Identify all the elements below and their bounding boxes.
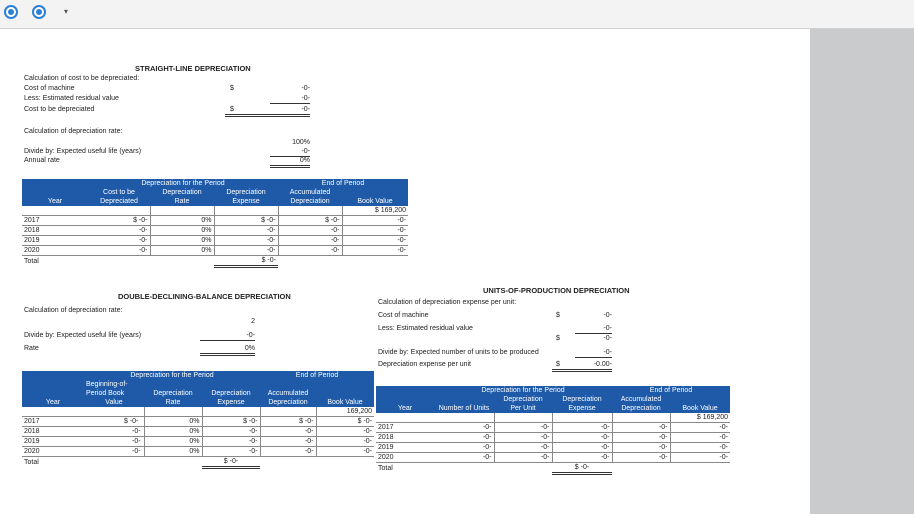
cell[interactable]: -0- <box>494 443 552 453</box>
sl-less-residual-label: Less: Estimated residual value <box>24 95 119 102</box>
radio-circle-icon[interactable] <box>32 5 46 19</box>
ddb-divide-label: Divide by: Expected useful life (years) <box>24 332 142 339</box>
table-row <box>376 433 730 443</box>
ddb-col-exp-2: Expense <box>202 398 260 407</box>
uop-col-per-2: Per Unit <box>494 404 552 413</box>
cell[interactable]: -0- <box>260 437 316 447</box>
sl-cost-machine-label: Cost of machine <box>24 85 75 92</box>
ddb-calc-rate-label: Calculation of depreciation rate: <box>24 307 123 314</box>
row-year: 2017 <box>376 423 434 433</box>
sl-residual-value[interactable]: -0- <box>270 94 310 104</box>
row-year: 2020 <box>22 447 84 457</box>
table-row <box>22 447 374 457</box>
cell[interactable]: -0- <box>278 226 342 236</box>
cell[interactable]: -0- <box>214 246 278 256</box>
ddb-start-book: 169,200 <box>316 407 374 417</box>
cell[interactable]: -0- <box>342 226 408 236</box>
sl-total-label: Total <box>24 257 39 265</box>
table-row <box>376 443 730 453</box>
uop-dollar-2: $ <box>556 335 560 342</box>
cell[interactable]: -0- <box>202 447 260 457</box>
uop-group1: Depreciation for the Period <box>434 386 612 395</box>
cell[interactable]: 0% <box>150 236 214 246</box>
uop-col-book: Book Value <box>670 404 730 413</box>
cell[interactable]: -0- <box>670 453 730 463</box>
cell[interactable]: -0- <box>434 443 494 453</box>
cell[interactable]: -0- <box>552 453 612 463</box>
cell[interactable]: -0- <box>316 447 374 457</box>
cell[interactable]: -0- <box>84 427 144 437</box>
sl-dollar-2: $ <box>230 106 234 113</box>
cell[interactable]: -0- <box>88 226 150 236</box>
table-row <box>22 246 408 256</box>
top-toolbar <box>0 0 914 29</box>
cell[interactable]: -0- <box>342 246 408 256</box>
cell[interactable]: -0- <box>84 447 144 457</box>
ddb-col-rate-2: Rate <box>144 398 202 407</box>
cell[interactable]: -0- <box>316 427 374 437</box>
cell[interactable]: -0- <box>434 453 494 463</box>
cell[interactable]: -0- <box>434 423 494 433</box>
sl-col-rate: Depreciation <box>150 188 214 197</box>
cell[interactable]: -0- <box>84 437 144 447</box>
ddb-total-exp[interactable]: $ -0- <box>202 457 260 468</box>
sl-col-acc-2: Depreciation <box>278 197 342 206</box>
ddb-col-rate: Depreciation <box>144 389 202 398</box>
ddb-col-beg-2: Period Book <box>84 389 144 398</box>
row-year: 2017 <box>22 216 88 226</box>
table-row <box>22 417 374 427</box>
sl-start-book: $ 169,200 <box>342 206 408 216</box>
sl-col-acc: Accumulated <box>278 188 342 197</box>
uop-divide-label: Divide by: Expected number of units to be produced <box>378 349 539 356</box>
uop-per-unit-label: Depreciation expense per unit <box>378 361 472 368</box>
table-row <box>22 216 408 226</box>
cell[interactable]: 0% <box>150 226 214 236</box>
sl-group1: Depreciation for the Period <box>88 179 278 188</box>
uop-col-year: Year <box>376 404 434 413</box>
cell[interactable]: -0- <box>342 216 408 226</box>
cell[interactable]: -0- <box>612 433 670 443</box>
cell[interactable]: 0% <box>150 246 214 256</box>
uop-col-units: Number of Units <box>434 404 494 413</box>
row-year: 2018 <box>22 427 84 437</box>
row-year: 2019 <box>376 443 434 453</box>
ddb-col-beg: Beginning-of- <box>84 380 144 389</box>
uop-col-exp: Depreciation <box>552 395 612 404</box>
cell[interactable]: $ -0- <box>84 417 144 427</box>
cell[interactable]: -0- <box>214 226 278 236</box>
ddb-rate-label: Rate <box>24 345 39 352</box>
cell[interactable]: -0- <box>612 423 670 433</box>
table-row <box>376 423 730 433</box>
cell[interactable]: -0- <box>260 427 316 437</box>
ddb-total-label: Total <box>24 458 39 466</box>
table-row <box>22 437 374 447</box>
cell[interactable]: -0- <box>88 236 150 246</box>
cell[interactable]: $ -0- <box>278 216 342 226</box>
cell[interactable]: -0- <box>552 443 612 453</box>
sl-calc-cost-label: Calculation of cost to be depreciated: <box>24 75 140 82</box>
uop-col-exp-2: Expense <box>552 404 612 413</box>
uop-dollar: $ <box>556 312 560 319</box>
cell[interactable]: 0% <box>144 417 202 427</box>
cell[interactable]: $ -0- <box>88 216 150 226</box>
sl-title: STRAIGHT-LINE DEPRECIATION <box>135 64 251 73</box>
ddb-col-year: Year <box>22 398 84 407</box>
uop-table <box>376 386 730 475</box>
row-year: 2018 <box>22 226 88 236</box>
sl-dollar: $ <box>230 85 234 92</box>
sl-annual-rate-label: Annual rate <box>24 157 60 164</box>
uop-dollar-3: $ <box>556 361 560 368</box>
cell[interactable]: $ -0- <box>316 417 374 427</box>
cell[interactable]: $ -0- <box>202 417 260 427</box>
sl-total-exp[interactable]: $ -0- <box>214 256 278 267</box>
ddb-group1: Depreciation for the Period <box>84 371 260 380</box>
cell[interactable]: -0- <box>434 433 494 443</box>
cell[interactable]: -0- <box>670 423 730 433</box>
uop-col-acc: Accumulated <box>612 395 670 404</box>
row-year: 2019 <box>22 437 84 447</box>
cell[interactable]: -0- <box>670 443 730 453</box>
uop-group2: End of Period <box>612 386 730 395</box>
uop-total-exp[interactable]: $ -0- <box>552 463 612 474</box>
table-row <box>22 226 408 236</box>
sl-table <box>22 179 408 268</box>
cell[interactable]: -0- <box>278 246 342 256</box>
row-year: 2019 <box>22 236 88 246</box>
cell[interactable]: -0- <box>260 447 316 457</box>
sl-cost-dep-value[interactable]: -0- <box>301 106 310 113</box>
cell[interactable]: -0- <box>202 427 260 437</box>
table-row <box>22 236 408 246</box>
sl-annual-rate-value[interactable]: 0% <box>270 156 310 168</box>
worksheet <box>0 29 810 514</box>
cell[interactable]: 0% <box>144 437 202 447</box>
cell[interactable]: -0- <box>494 453 552 463</box>
cell[interactable]: -0- <box>612 443 670 453</box>
uop-residual-value[interactable]: -0- <box>575 324 612 334</box>
cell[interactable]: -0- <box>342 236 408 246</box>
uop-calc-label: Calculation of depreciation expense per unit: <box>378 299 517 306</box>
sl-calc-rate-label: Calculation of depreciation rate: <box>24 128 123 135</box>
uop-cost-machine-label: Cost of machine <box>378 312 429 319</box>
ddb-col-beg-3: Value <box>84 398 144 407</box>
cell[interactable]: -0- <box>278 236 342 246</box>
sl-cost-machine-value[interactable]: -0- <box>301 85 310 92</box>
cell[interactable]: -0- <box>202 437 260 447</box>
uop-col-acc-2: Depreciation <box>612 404 670 413</box>
row-year: 2020 <box>376 453 434 463</box>
sl-col-exp: Depreciation <box>214 188 278 197</box>
cell[interactable]: -0- <box>670 433 730 443</box>
sl-col-cost-2: Depreciated <box>88 197 150 206</box>
uop-per-unit-value[interactable]: -0.00- <box>593 361 612 368</box>
uop-units-value[interactable]: -0- <box>575 348 612 358</box>
sl-group2: End of Period <box>278 179 408 188</box>
sl-useful-life-value[interactable]: -0- <box>270 147 310 157</box>
ddb-two: 2 <box>251 318 255 325</box>
uop-col-per: Depreciation <box>494 395 552 404</box>
uop-less-residual-label: Less: Estimated residual value <box>378 325 473 332</box>
caret-down-icon[interactable]: ▾ <box>64 7 69 16</box>
ddb-col-book: Book Value <box>316 398 374 407</box>
sl-col-cost: Cost to be <box>88 188 150 197</box>
uop-start-book: $ 169,200 <box>670 413 730 423</box>
ddb-group2: End of Period <box>260 371 374 380</box>
cell[interactable]: -0- <box>494 423 552 433</box>
cell[interactable]: -0- <box>88 246 150 256</box>
row-year: 2020 <box>22 246 88 256</box>
cell[interactable]: -0- <box>612 453 670 463</box>
right-side-panel <box>810 29 914 514</box>
ddb-table <box>22 371 374 469</box>
ddb-useful-life-value[interactable]: -0- <box>200 331 255 341</box>
uop-cost-machine-value[interactable]: -0- <box>603 312 612 319</box>
cell[interactable]: $ -0- <box>214 216 278 226</box>
sl-col-year: Year <box>22 197 88 206</box>
cell[interactable]: 0% <box>144 447 202 457</box>
sl-col-book: Book Value <box>342 197 408 206</box>
radio-circle-icon[interactable] <box>4 5 18 19</box>
cell[interactable]: 0% <box>144 427 202 437</box>
sl-divide-label: Divide by: Expected useful life (years) <box>24 148 142 155</box>
sl-col-rate-2: Rate <box>150 197 214 206</box>
table-row <box>22 427 374 437</box>
table-row <box>376 453 730 463</box>
ddb-col-acc: Accumulated <box>260 389 316 398</box>
ddb-title: DOUBLE-DECLINING-BALANCE DEPRECIATION <box>118 292 291 301</box>
uop-subtotal-value[interactable]: -0- <box>603 335 612 342</box>
ddb-col-acc-2: Depreciation <box>260 398 316 407</box>
ddb-col-exp: Depreciation <box>202 389 260 398</box>
ddb-rate-value[interactable]: 0% <box>200 344 255 356</box>
cell[interactable]: -0- <box>494 433 552 443</box>
sl-pct100: 100% <box>292 139 310 146</box>
row-year: 2018 <box>376 433 434 443</box>
uop-total-label: Total <box>378 464 393 472</box>
cell[interactable]: -0- <box>214 236 278 246</box>
cell[interactable]: 0% <box>150 216 214 226</box>
row-year: 2017 <box>22 417 84 427</box>
sl-col-exp-2: Expense <box>214 197 278 206</box>
cell[interactable]: $ -0- <box>260 417 316 427</box>
uop-title: UNITS-OF-PRODUCTION DEPRECIATION <box>483 286 630 295</box>
cell[interactable]: -0- <box>552 433 612 443</box>
cell[interactable]: -0- <box>316 437 374 447</box>
sl-cost-dep-label: Cost to be depreciated <box>24 106 95 113</box>
cell[interactable]: -0- <box>552 423 612 433</box>
